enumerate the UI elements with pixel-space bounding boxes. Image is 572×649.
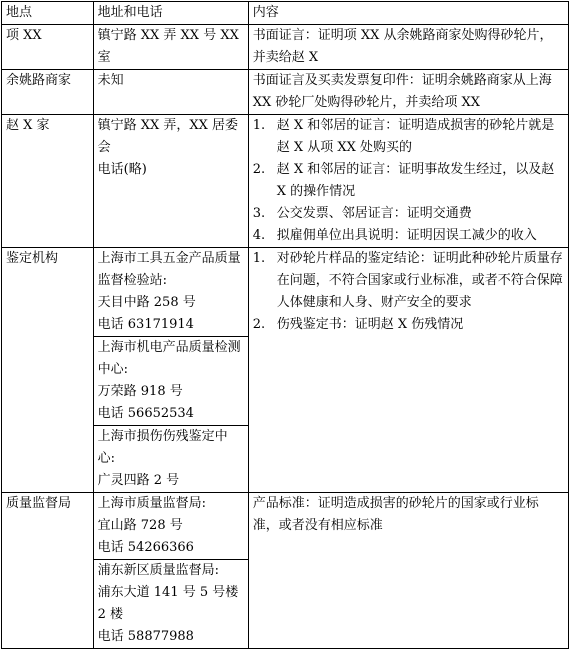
content-cell: 书面证言及买卖发票复印件：证明余姚路商家从上海 XX 砂轮厂处购得砂轮片，并卖给项 XX [248,70,568,115]
org-block: 上海市工具五金产品质量监督检验站: 天目中路 258 号 电话 63171914 [97,251,241,332]
header-address: 地址和电话 [93,2,248,25]
phone-line: 电话(略) [97,162,147,177]
address-cell [93,115,248,248]
org-block: 上海市质量监督局: 宜山路 728 号 电话 54266366 [97,496,207,555]
table-row [2,25,569,70]
content-cell: 产品标准：证明造成损害的砂轮片的国家或行业标准，或者没有相应标准 [248,493,568,649]
list-item: 4. 拟雇佣单位出具说明：证明因误工减少的收入 [252,228,537,243]
list-item: 1. 赵 X 和邻居的证言：证明造成损害的砂轮片就是赵 X 从项 XX 处购买的 [252,118,555,155]
org-block: 上海市损伤伤残鉴定中心: 广灵四路 2 号 [94,425,248,492]
address-line: 镇宁路 XX 弄，XX 居委会 [97,118,239,155]
evidence-list [253,115,564,247]
content-cell [248,248,568,493]
content-cell [248,115,568,248]
list-item: 2. 伤残鉴定书：证明赵 X 伤残情况 [252,317,464,332]
evidence-table [1,1,569,649]
org-block: 浦东新区质量监督局: 浦东大道 141 号 5 号楼 2 楼 电话 58877988 [94,559,248,648]
content-cell: 书面证言：证明项 XX 从余姚路商家处购得砂轮片，并卖给赵 X [248,25,568,70]
address-cell [93,493,248,649]
list-item: 2. 赵 X 和邻居的证言：证明事故发生经过，以及赵 X 的操作情况 [252,162,555,199]
header-place: 地点 [2,2,94,25]
header-content: 内容 [248,2,568,25]
table-row [2,248,569,493]
org-block: 上海市机电产品质量检测中心: 万荣路 918 号 电话 56652534 [94,336,248,425]
place-cell: 赵 X 家 [2,115,94,248]
place-cell: 项 XX [2,25,94,70]
address-cell: 镇宁路 XX 弄 XX 号 XX 室 [93,25,248,70]
list-item: 3. 公交发票、邻居证言：证明交通费 [252,206,472,221]
table-row [2,70,569,115]
list-item: 1. 对砂轮片样品的鉴定结论：证明此种砂轮片质量存在问题，不符合国家或行业标准，或者不符合保障人体健康和人身、财产安全的要求 [252,251,563,310]
table-row [2,493,569,649]
address-cell [93,248,248,493]
address-cell: 未知 [93,70,248,115]
place-cell: 鉴定机构 [2,248,94,493]
place-cell: 余姚路商家 [2,70,94,115]
evidence-list [253,248,564,336]
table-header-row [2,2,569,25]
place-cell: 质量监督局 [2,493,94,649]
table-row [2,115,569,248]
